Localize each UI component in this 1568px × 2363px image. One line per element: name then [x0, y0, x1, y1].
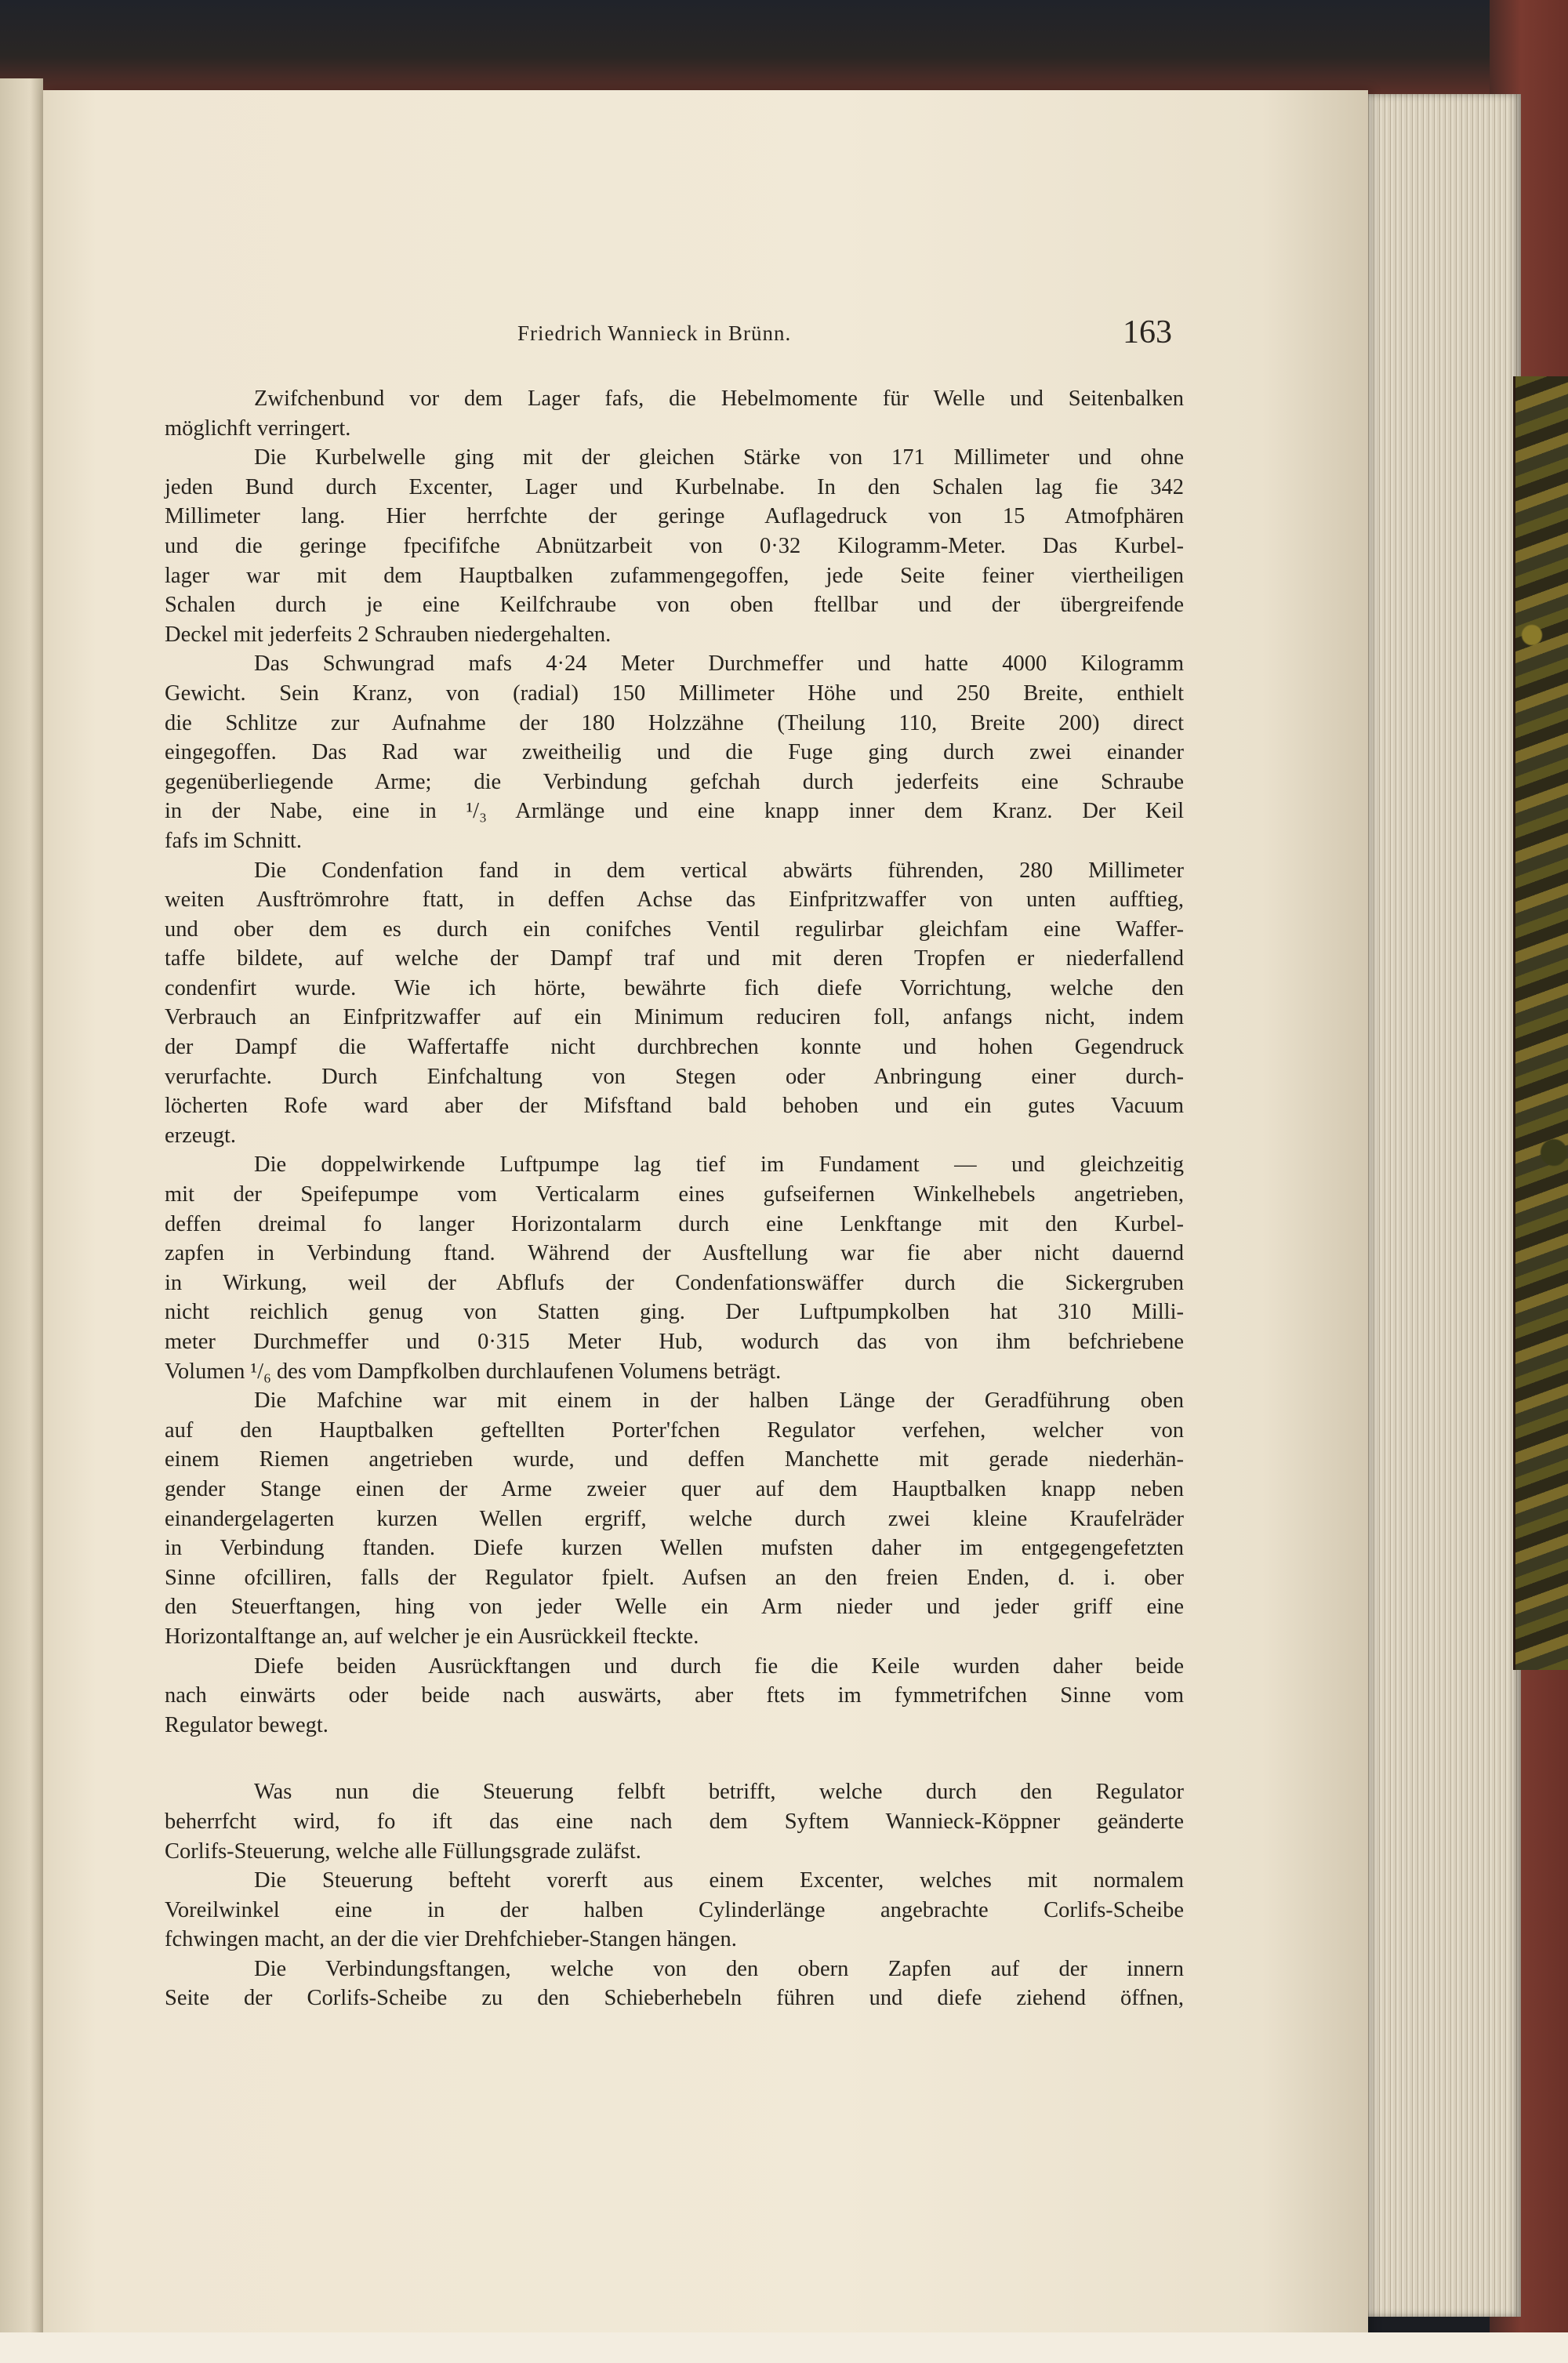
paragraph [165, 1866, 1184, 1955]
text-line: und die geringe fpecififche Abnützarbeit von 0·32 Kilogramm-Meter. Das Kurbel- [165, 533, 1184, 558]
text-line: Millimeter lang. Hier herrfchte der geringe Auflagedruck von 15 Atmofphären [165, 504, 1184, 529]
section-gap [165, 1740, 1184, 1777]
text-line: Die doppelwirkende Luftpumpe lag tief im Fundament — und gleichzeitig [254, 1152, 1184, 1178]
text-line: der Dampf die Waffertaffe nicht durchbrechen konnte und hohen Gegendruck [165, 1035, 1184, 1060]
scan-bottom-margin [0, 2332, 1568, 2363]
text-line: mit der Speifepumpe vom Verticalarm eines gufseifernen Winkelhebels angetrieben, [165, 1182, 1184, 1207]
marbled-endpaper [1513, 376, 1568, 1670]
paragraph [165, 443, 1184, 649]
text-line: Die Steuerung befteht vorerft aus einem Excenter, welches mit normalem [254, 1868, 1184, 1893]
text-line: Die Condenfation fand in dem vertical abwärts führenden, 280 Millimeter [254, 858, 1184, 883]
text-line: die Schlitze zur Aufnahme der 180 Holzzähne (Theilung 110, Breite 200) direct [165, 710, 1184, 735]
text-line: gegenüberliegende Arme; die Verbindung gefchah durch jederfeits eine Schraube [165, 769, 1184, 794]
text-line: möglichft verringert. [165, 416, 351, 441]
text-line: erzeugt. [165, 1123, 236, 1148]
text-line: Die Mafchine war mit einem in der halben Länge der Geradführung oben [254, 1388, 1184, 1414]
text-line: eingegoffen. Das Rad war zweitheilig und die Fuge ging durch zwei einander [165, 740, 1184, 765]
text-line: fchwingen macht, an der die vier Drehfchieber-Stangen hängen. [165, 1927, 737, 1952]
text-line: Verbrauch an Einfpritzwaffer auf ein Minimum reduciren foll, anfangs nicht, indem [165, 1005, 1184, 1030]
text-line: in Verbindung ftanden. Diefe kurzen Wellen mufsten daher im entgegengefetzten [165, 1536, 1184, 1561]
text-line: Zwifchenbund vor dem Lager fafs, die Hebelmomente für Welle und Seitenbalken [254, 387, 1184, 411]
text-line: condenfirt wurde. Wie ich hörte, bewährte fich diefe Vorrichtung, welche den [165, 975, 1184, 1000]
paragraph [165, 1652, 1184, 1740]
text-line: Das Schwungrad mafs 4·24 Meter Durchmeffer und hatte 4000 Kilogramm [254, 652, 1184, 677]
text-line: Was nun die Steuerung felbft betrifft, welche durch den Regulator [254, 1780, 1184, 1805]
paragraph [165, 1955, 1184, 2013]
paragraph [165, 649, 1184, 855]
text-line: Voreilwinkel eine in der halben Cylinderlänge angebrachte Corlifs-Scheibe [165, 1897, 1184, 1922]
text-line: taffe bildete, auf welche der Dampf traf und mit deren Tropfen er niederfallend [165, 946, 1184, 971]
text-line: einandergelagerten kurzen Wellen ergriff, welche durch zwei kleine Kraufelräder [165, 1506, 1184, 1531]
paragraph [165, 1150, 1184, 1386]
text-line: Horizontalftange an, auf welcher je ein Ausrückkeil fteckte. [165, 1624, 699, 1649]
paragraph [165, 856, 1184, 1151]
text-line: nach einwärts oder beide nach auswärts, aber ftets im fymmetrifchen Sinne vom [165, 1683, 1184, 1708]
text-line: Volumen ¹/₆ des vom Dampfkolben durchlaufenen Volumens beträgt. [165, 1359, 782, 1384]
text-line: Sinne ofcilliren, falls der Regulator fpielt. Aufsen an den freien Enden, d. i. ober [165, 1565, 1184, 1590]
text-line: fafs im Schnitt. [165, 828, 302, 853]
text-line: in der Nabe, eine in ¹/₃ Armlänge und eine knapp inner dem Kranz. Der Keil [165, 799, 1184, 824]
text-line: in Wirkung, weil der Abflufs der Condenfationswäffer durch die Sickergruben [165, 1270, 1184, 1295]
paragraph [165, 384, 1184, 443]
text-line: Corlifs-Steuerung, welche alle Füllungsgrade zuläfst. [165, 1838, 641, 1864]
text-line: Schalen durch je eine Keilfchraube von oben ftellbar und der übergreifende [165, 593, 1184, 618]
text-line: gender Stange einen der Arme zweier quer auf dem Hauptbalken knapp neben [165, 1476, 1184, 1501]
page-number: 163 [1123, 314, 1172, 350]
text-line: verurfachte. Durch Einfchaltung von Stegen oder Anbringung einer durch- [165, 1064, 1184, 1089]
text-line: jeden Bund durch Excenter, Lager und Kurbelnabe. In den Schalen lag fie 342 [165, 474, 1184, 499]
text-line: deffen dreimal fo langer Horizontalarm durch eine Lenkftange mit den Kurbel- [165, 1211, 1184, 1236]
text-line: Diefe beiden Ausrückftangen und durch fie die Keile wurden daher beide [254, 1653, 1184, 1679]
text-line: Deckel mit jederfeits 2 Schrauben niedergehalten. [165, 622, 612, 647]
facing-page-edge [0, 78, 43, 2363]
text-line: und ober dem es durch ein conifches Ventil regulirbar gleichfam eine Waffer- [165, 917, 1184, 942]
text-line: einem Riemen angetrieben wurde, und deffen Manchette mit gerade niederhän- [165, 1447, 1184, 1472]
text-line: meter Durchmeffer und 0·315 Meter Hub, wodurch das von ihm befchriebene [165, 1330, 1184, 1354]
page-fore-edge [1360, 94, 1521, 2317]
text-line: weiten Ausftrömrohre ftatt, in deffen Achse das Einfpritzwaffer von unten aufftieg, [165, 887, 1184, 913]
text-line: lager war mit dem Hauptbalken zufammengegoffen, jede Seite feiner viertheiligen [165, 563, 1184, 588]
book-cover-top [0, 0, 1568, 94]
text-line: löcherten Rofe ward aber der Mifsftand bald behoben und ein gutes Vacuum [165, 1094, 1184, 1119]
text-line: den Steuerftangen, hing von jeder Welle ein Arm nieder und jeder griff eine [165, 1595, 1184, 1620]
text-line: auf den Hauptbalken geftellten Porter'fchen Regulator verfehen, welcher von [165, 1417, 1184, 1443]
text-line: Die Kurbelwelle ging mit der gleichen Stärke von 171 Millimeter und ohne [254, 445, 1184, 470]
text-line: Regulator bewegt. [165, 1712, 328, 1737]
text-line: zapfen in Verbindung ftand. Während der Ausftellung war fie aber nicht dauernd [165, 1241, 1184, 1266]
running-head: Friedrich Wannieck in Brünn. [517, 321, 792, 345]
body-text [165, 384, 1184, 2013]
text-line: Gewicht. Sein Kranz, von (radial) 150 Millimeter Höhe und 250 Breite, enthielt [165, 681, 1184, 706]
text-line: Die Verbindungsftangen, welche von den obern Zapfen auf der innern [254, 1956, 1184, 1981]
paragraph [165, 1386, 1184, 1651]
text-line: Seite der Corlifs-Scheibe zu den Schieberhebeln führen und diefe ziehend öffnen, [165, 1986, 1184, 2011]
paragraph [165, 1777, 1184, 1866]
text-line: nicht reichlich genug von Statten ging. Der Luftpumpkolben hat 310 Milli- [165, 1300, 1184, 1325]
text-line: beherrfcht wird, fo ift das eine nach dem Syftem Wannieck-Köppner geänderte [165, 1809, 1184, 1834]
